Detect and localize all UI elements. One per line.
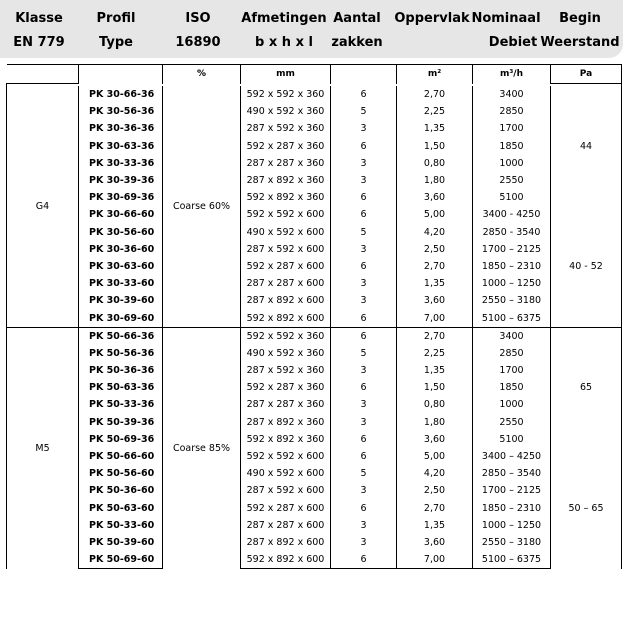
table-row bbox=[7, 551, 622, 569]
table-row bbox=[7, 534, 622, 551]
nominal-flow: 3400 bbox=[473, 327, 551, 345]
surface-area: 1,80 bbox=[397, 414, 473, 431]
table-row bbox=[7, 396, 622, 413]
table-row bbox=[7, 431, 622, 448]
pocket-count: 3 bbox=[331, 414, 397, 431]
pocket-count: 3 bbox=[331, 396, 397, 413]
nominal-flow: 1850 bbox=[473, 379, 551, 396]
surface-area: 1,35 bbox=[397, 517, 473, 534]
header-oppervlak: Oppervlak bbox=[394, 11, 470, 26]
nominal-flow: 3400 bbox=[473, 86, 551, 103]
nominal-flow: 1000 bbox=[473, 155, 551, 172]
nominal-flow: 5100 bbox=[473, 189, 551, 206]
profil-type: PK 50-66-36 bbox=[79, 327, 163, 345]
dimensions: 490 x 592 x 360 bbox=[241, 103, 331, 120]
filter-spec-table bbox=[6, 64, 622, 569]
pocket-count: 3 bbox=[331, 517, 397, 534]
pocket-count: 6 bbox=[331, 309, 397, 327]
dimensions: 592 x 287 x 600 bbox=[241, 500, 331, 517]
surface-area: 5,00 bbox=[397, 448, 473, 465]
dimensions: 287 x 287 x 600 bbox=[241, 517, 331, 534]
dimensions: 490 x 592 x 600 bbox=[241, 224, 331, 241]
pocket-count: 3 bbox=[331, 155, 397, 172]
klasse-cell: G4 bbox=[7, 86, 79, 327]
surface-area: 3,60 bbox=[397, 189, 473, 206]
pocket-count: 6 bbox=[331, 206, 397, 223]
nominal-flow: 5100 – 6375 bbox=[473, 551, 551, 569]
initial-resistance: 65 bbox=[551, 327, 622, 448]
profil-type: PK 50-56-36 bbox=[79, 345, 163, 362]
dimensions: 592 x 892 x 600 bbox=[241, 551, 331, 569]
profil-type: PK 50-63-36 bbox=[79, 379, 163, 396]
profil-type: PK 30-39-36 bbox=[79, 172, 163, 189]
unit-dimensions: mm bbox=[241, 65, 331, 84]
dimensions: 287 x 287 x 360 bbox=[241, 396, 331, 413]
surface-area: 2,70 bbox=[397, 258, 473, 275]
pocket-count: 6 bbox=[331, 189, 397, 206]
klasse-cell: M5 bbox=[7, 327, 79, 569]
unit-area: m² bbox=[397, 65, 473, 84]
pocket-count: 3 bbox=[331, 172, 397, 189]
table-row bbox=[7, 465, 622, 482]
surface-area: 1,50 bbox=[397, 379, 473, 396]
profil-type: PK 50-36-36 bbox=[79, 362, 163, 379]
nominal-flow: 1000 – 1250 bbox=[473, 275, 551, 292]
profil-type: PK 30-63-36 bbox=[79, 138, 163, 155]
surface-area: 2,50 bbox=[397, 241, 473, 258]
table-row bbox=[7, 500, 622, 517]
surface-area: 2,25 bbox=[397, 345, 473, 362]
nominal-flow: 3400 - 4250 bbox=[473, 206, 551, 223]
header-begin: Begin Weerstand bbox=[540, 11, 620, 50]
nominal-flow: 1850 bbox=[473, 138, 551, 155]
profil-type: PK 30-36-36 bbox=[79, 120, 163, 137]
profil-type: PK 50-33-60 bbox=[79, 517, 163, 534]
surface-area: 3,60 bbox=[397, 431, 473, 448]
pocket-count: 5 bbox=[331, 465, 397, 482]
table-row bbox=[7, 275, 622, 292]
pocket-count: 5 bbox=[331, 103, 397, 120]
nominal-flow: 1700 – 2125 bbox=[473, 482, 551, 499]
dimensions: 592 x 892 x 360 bbox=[241, 431, 331, 448]
profil-type: PK 30-56-60 bbox=[79, 224, 163, 241]
pocket-count: 6 bbox=[331, 138, 397, 155]
header-klasse: Klasse EN 779 bbox=[13, 11, 65, 50]
profil-type: PK 30-39-60 bbox=[79, 292, 163, 309]
pocket-count: 3 bbox=[331, 241, 397, 258]
pocket-count: 3 bbox=[331, 120, 397, 137]
dimensions: 592 x 892 x 360 bbox=[241, 189, 331, 206]
table-row bbox=[7, 482, 622, 499]
surface-area: 1,50 bbox=[397, 138, 473, 155]
table-row bbox=[7, 189, 622, 206]
dimensions: 287 x 592 x 600 bbox=[241, 482, 331, 499]
dimensions: 490 x 592 x 360 bbox=[241, 345, 331, 362]
iso-class: Coarse 85% bbox=[163, 327, 241, 569]
surface-area: 2,70 bbox=[397, 86, 473, 103]
surface-area: 4,20 bbox=[397, 465, 473, 482]
surface-area: 2,70 bbox=[397, 500, 473, 517]
header-nominaal: Nominaal Debiet bbox=[471, 11, 541, 50]
surface-area: 3,60 bbox=[397, 534, 473, 551]
unit-pressure: Pa bbox=[551, 65, 622, 84]
nominal-flow: 2550 bbox=[473, 172, 551, 189]
table-row bbox=[7, 155, 622, 172]
surface-area: 3,60 bbox=[397, 292, 473, 309]
nominal-flow: 3400 – 4250 bbox=[473, 448, 551, 465]
header-aantal: Aantal zakken bbox=[331, 11, 383, 50]
table-row bbox=[7, 292, 622, 309]
dimensions: 287 x 892 x 600 bbox=[241, 534, 331, 551]
dimensions: 592 x 287 x 360 bbox=[241, 138, 331, 155]
nominal-flow: 1700 – 2125 bbox=[473, 241, 551, 258]
nominal-flow: 2550 – 3180 bbox=[473, 534, 551, 551]
table-row bbox=[7, 309, 622, 327]
nominal-flow: 2850 bbox=[473, 345, 551, 362]
dimensions: 490 x 592 x 600 bbox=[241, 465, 331, 482]
nominal-flow: 2850 bbox=[473, 103, 551, 120]
table-row bbox=[7, 172, 622, 189]
pocket-count: 3 bbox=[331, 292, 397, 309]
table-row bbox=[7, 86, 622, 103]
nominal-flow: 5100 – 6375 bbox=[473, 309, 551, 327]
nominal-flow: 2850 - 3540 bbox=[473, 224, 551, 241]
header-profil: Profil Type bbox=[96, 11, 136, 50]
header-iso: ISO 16890 bbox=[175, 11, 221, 50]
pocket-count: 6 bbox=[331, 500, 397, 517]
profil-type: PK 30-56-36 bbox=[79, 103, 163, 120]
profil-type: PK 30-63-60 bbox=[79, 258, 163, 275]
nominal-flow: 1000 – 1250 bbox=[473, 517, 551, 534]
dimensions: 287 x 592 x 360 bbox=[241, 120, 331, 137]
table-row bbox=[7, 103, 622, 120]
table-row bbox=[7, 379, 622, 396]
table-row bbox=[7, 327, 622, 345]
profil-type: PK 50-66-60 bbox=[79, 448, 163, 465]
table-row bbox=[7, 138, 622, 155]
header-afmetingen: Afmetingen b x h x l bbox=[241, 11, 327, 50]
pocket-count: 6 bbox=[331, 448, 397, 465]
table-row bbox=[7, 517, 622, 534]
table-row bbox=[7, 414, 622, 431]
nominal-flow: 1700 bbox=[473, 120, 551, 137]
pocket-count: 6 bbox=[331, 431, 397, 448]
dimensions: 592 x 592 x 600 bbox=[241, 206, 331, 223]
dimensions: 592 x 592 x 360 bbox=[241, 327, 331, 345]
pocket-count: 6 bbox=[331, 327, 397, 345]
pocket-count: 3 bbox=[331, 534, 397, 551]
dimensions: 592 x 287 x 360 bbox=[241, 379, 331, 396]
dimensions: 592 x 592 x 360 bbox=[241, 86, 331, 103]
profil-type: PK 50-36-60 bbox=[79, 482, 163, 499]
pocket-count: 6 bbox=[331, 258, 397, 275]
profil-type: PK 30-69-60 bbox=[79, 309, 163, 327]
dimensions: 287 x 287 x 600 bbox=[241, 275, 331, 292]
profil-type: PK 50-56-60 bbox=[79, 465, 163, 482]
dimensions: 592 x 592 x 600 bbox=[241, 448, 331, 465]
pocket-count: 3 bbox=[331, 362, 397, 379]
dimensions: 287 x 592 x 360 bbox=[241, 362, 331, 379]
pocket-count: 5 bbox=[331, 345, 397, 362]
nominal-flow: 1000 bbox=[473, 396, 551, 413]
dimensions: 287 x 287 x 360 bbox=[241, 155, 331, 172]
profil-type: PK 50-39-36 bbox=[79, 414, 163, 431]
unit-iso: % bbox=[163, 65, 241, 84]
pocket-count: 6 bbox=[331, 86, 397, 103]
profil-type: PK 30-33-60 bbox=[79, 275, 163, 292]
initial-resistance: 40 - 52 bbox=[551, 206, 622, 327]
dimensions: 287 x 892 x 360 bbox=[241, 172, 331, 189]
initial-resistance: 50 – 65 bbox=[551, 448, 622, 569]
pocket-count: 3 bbox=[331, 275, 397, 292]
pocket-count: 6 bbox=[331, 379, 397, 396]
surface-area: 0,80 bbox=[397, 396, 473, 413]
surface-area: 5,00 bbox=[397, 206, 473, 223]
table-row bbox=[7, 206, 622, 223]
dimensions: 287 x 892 x 600 bbox=[241, 292, 331, 309]
profil-type: PK 50-33-36 bbox=[79, 396, 163, 413]
profil-type: PK 50-39-60 bbox=[79, 534, 163, 551]
surface-area: 4,20 bbox=[397, 224, 473, 241]
surface-area: 1,35 bbox=[397, 362, 473, 379]
nominal-flow: 5100 bbox=[473, 431, 551, 448]
dimensions: 592 x 892 x 600 bbox=[241, 309, 331, 327]
surface-area: 1,35 bbox=[397, 120, 473, 137]
table-row bbox=[7, 241, 622, 258]
surface-area: 1,35 bbox=[397, 275, 473, 292]
profil-type: PK 30-69-36 bbox=[79, 189, 163, 206]
surface-area: 7,00 bbox=[397, 309, 473, 327]
surface-area: 2,25 bbox=[397, 103, 473, 120]
table-header-band bbox=[0, 0, 623, 58]
dimensions: 592 x 287 x 600 bbox=[241, 258, 331, 275]
surface-area: 2,70 bbox=[397, 327, 473, 345]
pocket-count: 6 bbox=[331, 551, 397, 569]
dimensions: 287 x 592 x 600 bbox=[241, 241, 331, 258]
nominal-flow: 1700 bbox=[473, 362, 551, 379]
profil-type: PK 30-66-36 bbox=[79, 86, 163, 103]
units-row bbox=[7, 65, 622, 84]
profil-type: PK 30-66-60 bbox=[79, 206, 163, 223]
nominal-flow: 2550 – 3180 bbox=[473, 292, 551, 309]
table-row bbox=[7, 362, 622, 379]
nominal-flow: 2550 bbox=[473, 414, 551, 431]
table-row bbox=[7, 345, 622, 362]
nominal-flow: 1850 – 2310 bbox=[473, 258, 551, 275]
table-row bbox=[7, 448, 622, 465]
profil-type: PK 50-63-60 bbox=[79, 500, 163, 517]
surface-area: 1,80 bbox=[397, 172, 473, 189]
surface-area: 0,80 bbox=[397, 155, 473, 172]
profil-type: PK 30-33-36 bbox=[79, 155, 163, 172]
pocket-count: 3 bbox=[331, 482, 397, 499]
nominal-flow: 1850 – 2310 bbox=[473, 500, 551, 517]
pocket-count: 5 bbox=[331, 224, 397, 241]
dimensions: 287 x 892 x 360 bbox=[241, 414, 331, 431]
table-row bbox=[7, 120, 622, 137]
iso-class: Coarse 60% bbox=[163, 86, 241, 327]
unit-flow: m³/h bbox=[473, 65, 551, 84]
initial-resistance: 44 bbox=[551, 86, 622, 206]
profil-type: PK 30-36-60 bbox=[79, 241, 163, 258]
profil-type: PK 50-69-36 bbox=[79, 431, 163, 448]
profil-type: PK 50-69-60 bbox=[79, 551, 163, 569]
surface-area: 2,50 bbox=[397, 482, 473, 499]
nominal-flow: 2850 – 3540 bbox=[473, 465, 551, 482]
surface-area: 7,00 bbox=[397, 551, 473, 569]
table-row bbox=[7, 224, 622, 241]
table-row bbox=[7, 258, 622, 275]
